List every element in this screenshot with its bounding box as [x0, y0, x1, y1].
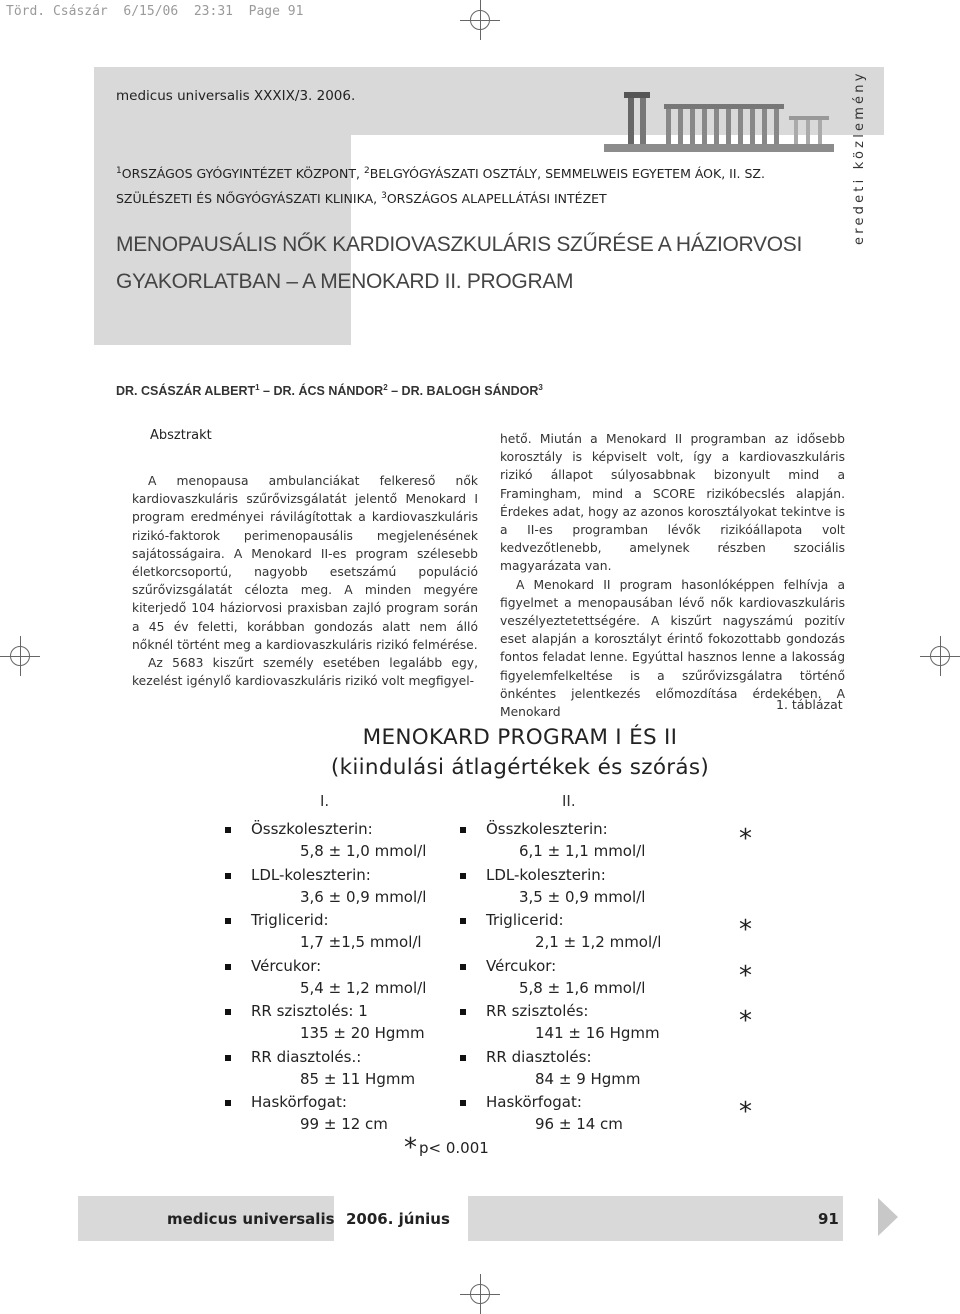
- bullet-icon: [225, 827, 231, 833]
- significance-star: *: [739, 1006, 752, 1036]
- section-label: [850, 70, 870, 245]
- author-sup: 3: [538, 383, 543, 392]
- article-title-line-1: MENOPAUSÁLIS NŐK KARDIOVASZKULÁRIS SZŰRÉSE A HÁZIORVOSI: [116, 233, 803, 256]
- bullet-icon: [460, 1009, 466, 1015]
- table-column-head-1: I.: [320, 792, 330, 810]
- table-value-program-2: 96 ± 14 cm: [535, 1115, 623, 1133]
- table-value-program-1: 5,4 ± 1,2 mmol/l: [300, 979, 427, 997]
- table-value-program-2: 6,1 ± 1,1 mmol/l: [519, 842, 646, 860]
- table-label-program-2: RR szisztolés:: [486, 1002, 589, 1020]
- bullet-icon: [460, 873, 466, 879]
- page-number: 91: [818, 1210, 839, 1228]
- table-label-program-2: RR diasztolés:: [486, 1048, 592, 1066]
- registration-mark-right: [920, 636, 960, 676]
- bullet-icon: [460, 1100, 466, 1106]
- significance-star: *: [739, 824, 752, 854]
- bullet-icon: [460, 1055, 466, 1061]
- author-name: – DR. BALOGH SÁNDOR: [387, 384, 539, 399]
- table-value-program-1: 5,8 ± 1,0 mmol/l: [300, 842, 427, 860]
- abstract-paragraph: A menopausa ambulanciákat felkereső nők kardiovaszkuláris szűrővizsgálatát jelentő Menokard I program eredményei rávilágítottak a kardiovaszkuláris rizikó-faktorok perimenopausális megjelenésének sajátosságaira. A Menokard II-es program szélesebb életkorcsoportú, nagyobb esetszámú populáció szűrővizsgálatát célozta meg. A minden megyére kiterjedő 104 háziorvosi praxisban zajló program során a 45 év feletti, korábban gondozás alatt nem álló nőknél történt meg a kardiovaszkuláris rizikó felmérése.: [132, 474, 478, 652]
- table-value-program-2: 141 ± 16 Hgmm: [535, 1024, 660, 1042]
- table-label-program-1: Összkoleszterin:: [251, 820, 373, 838]
- table-value-program-1: 99 ± 12 cm: [300, 1115, 388, 1133]
- registration-mark-top: [460, 0, 500, 40]
- table-value-program-2: 84 ± 9 Hgmm: [535, 1070, 641, 1088]
- footer-arrow-icon: [878, 1198, 898, 1236]
- table-title-line-2: (kiindulási átlagértékek és szórás): [330, 755, 710, 780]
- author-sup: 1: [255, 383, 260, 392]
- significance-star: *: [739, 1097, 752, 1127]
- article-title: [116, 226, 816, 300]
- table-label-program-2: Triglicerid:: [486, 911, 564, 929]
- bullet-icon: [225, 873, 231, 879]
- bullet-icon: [225, 1100, 231, 1106]
- abstract-paragraph: A Menokard II program hasonlóképpen felhívja a figyelmet a menopausában lévő nők kardiovaszkuláris veszélyeztetettségére. A kiszűrt nagyszámú pozitív eset alapján a korosztályt érintő fokozottabb gondozás fontos feladat lenne. Egyúttal hasznos lenne a lakosság figyelemfelkeltése is a szűrővizsgálatra történő önkéntes jelentkezés előmozdítása érdekében. A Menokard: [500, 577, 845, 720]
- article-title-line-2: GYAKORLATBAN – A MENOKARD II. PROGRAM: [116, 270, 574, 293]
- table-label-program-2: Vércukor:: [486, 957, 557, 975]
- table-value-program-1: 1,7 ±1,5 mmol/l: [300, 933, 422, 951]
- journal-citation: medicus universalis XXXIX/3. 2006.: [116, 88, 356, 104]
- table-value-program-1: 3,6 ± 0,9 mmol/l: [300, 888, 427, 906]
- table-label-program-1: Triglicerid:: [251, 911, 329, 929]
- table-value-program-2: 2,1 ± 1,2 mmol/l: [535, 933, 662, 951]
- bullet-icon: [225, 1055, 231, 1061]
- author-name: – DR. ÁCS NÁNDOR: [259, 384, 384, 399]
- affiliation-text: ORSZÁGOS GYÓGYINTÉZET KÖZPONT,: [121, 166, 364, 182]
- significance-star: *: [739, 915, 752, 945]
- affiliation-text: ORSZÁGOS ALAPELLÁTÁSI INTÉZET: [386, 191, 607, 207]
- author-sup: 2: [383, 383, 388, 392]
- footnote-star: *: [404, 1133, 417, 1163]
- table-value-program-2: 3,5 ± 0,9 mmol/l: [519, 888, 646, 906]
- table-label-program-1: Vércukor:: [251, 957, 322, 975]
- table-label-program-1: Haskörfogat:: [251, 1093, 347, 1111]
- table-label-program-1: LDL-koleszterin:: [251, 866, 371, 884]
- affiliation-line-1: [116, 160, 806, 185]
- bullet-icon: [460, 827, 466, 833]
- affiliation-sup: 3: [381, 191, 387, 202]
- abstract-paragraph: Az 5683 kiszűrt személy esetében legalább egy, kezelést igénylő kardiovaszkuláris rizikó volt megfigyel-: [132, 656, 478, 689]
- bullet-icon: [460, 918, 466, 924]
- table-label-program-2: LDL-koleszterin:: [486, 866, 606, 884]
- table-label: 1. táblázat: [776, 697, 843, 712]
- table-label-program-2: Haskörfogat:: [486, 1093, 582, 1111]
- table-label-program-1: RR diasztolés.:: [251, 1048, 362, 1066]
- affiliation-text: BELGYÓGYÁSZATI OSZTÁLY, SEMMELWEIS EGYETEM ÁOK, II. SZ.: [369, 166, 765, 182]
- significance-star: *: [739, 961, 752, 991]
- bullet-icon: [225, 1009, 231, 1015]
- registration-mark-left: [0, 636, 40, 676]
- table-footnote: [404, 1133, 489, 1163]
- bullet-icon: [460, 964, 466, 970]
- affiliation-sup: 2: [363, 166, 370, 176]
- footer-date: 2006. június: [346, 1210, 450, 1228]
- abstract-column-2: [500, 430, 845, 721]
- printer-slug: Törd. Császár 6/15/06 23:31 Page 91: [6, 4, 304, 19]
- table-value-program-2: 5,8 ± 1,6 mmol/l: [519, 979, 646, 997]
- footer-journal: medicus universalis: [167, 1210, 335, 1228]
- abstract-heading: Absztrakt: [150, 428, 212, 443]
- authors: [116, 383, 543, 398]
- table-label-program-2: Összkoleszterin:: [486, 820, 608, 838]
- table-label-program-1: RR szisztolés: 1: [251, 1002, 368, 1020]
- table-value-program-1: 85 ± 11 Hgmm: [300, 1070, 416, 1088]
- affiliation-sup: 1: [116, 166, 122, 176]
- table-title: [280, 723, 760, 783]
- table-title-line-1: MENOKARD PROGRAM I ÉS II: [362, 725, 678, 750]
- ruins-illustration: [604, 86, 834, 152]
- table-column-head-2: II.: [562, 792, 576, 810]
- bullet-icon: [225, 918, 231, 924]
- section-label-text: eredeti közlemény: [852, 70, 867, 245]
- abstract-column-1: [132, 472, 478, 690]
- affiliation-line-2: [116, 185, 806, 210]
- abstract-paragraph: hető. Miután a Menokard II programban az idősebb korosztály is képviselt volt, így a kardiovaszkuláris rizikó állapot súlyosabbnak bizonyult mind a Framingham, mind a SCORE rizikóbecslés alapján. Érdekes adat, hogy az azonos korosztályokat tekintve is a II-es programban lévők rizikóállapota volt kedvezőtlenebb, amelynek részben szociális magyarázata van.: [500, 432, 845, 574]
- bullet-icon: [225, 964, 231, 970]
- author-name: DR. CSÁSZÁR ALBERT: [116, 384, 256, 399]
- affiliations: [116, 160, 806, 210]
- footnote-text: p< 0.001: [419, 1139, 489, 1157]
- affiliation-text: SZÜLÉSZETI ÉS NŐGYÓGYÁSZATI KLINIKA,: [116, 191, 382, 207]
- registration-mark-bottom: [460, 1274, 500, 1314]
- table-value-program-1: 135 ± 20 Hgmm: [300, 1024, 425, 1042]
